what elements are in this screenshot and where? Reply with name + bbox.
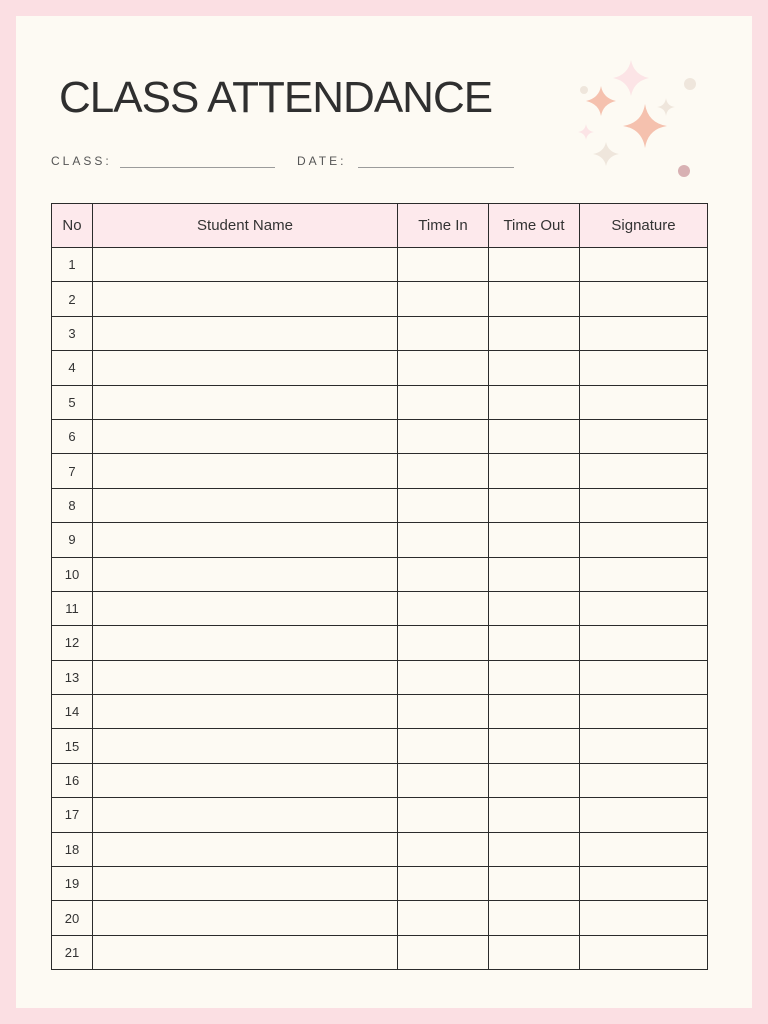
sparkles-decoration (556, 56, 706, 181)
table-row (52, 832, 708, 866)
time-in-cell[interactable] (398, 282, 489, 316)
row-number: 9 (52, 523, 93, 557)
table-row (52, 867, 708, 901)
time-out-cell[interactable] (489, 729, 580, 763)
table-row (52, 523, 708, 557)
table-row (52, 626, 708, 660)
time-in-cell[interactable] (398, 454, 489, 488)
student-name-cell[interactable] (93, 729, 398, 763)
signature-cell[interactable] (580, 282, 708, 316)
time-out-cell[interactable] (489, 798, 580, 832)
row-number: 1 (52, 248, 93, 282)
time-in-cell[interactable] (398, 729, 489, 763)
student-name-cell[interactable] (93, 901, 398, 935)
sparkle-beige-bottom-icon (593, 142, 619, 166)
signature-cell[interactable] (580, 419, 708, 453)
table-row (52, 419, 708, 453)
table-row (52, 282, 708, 316)
signature-cell[interactable] (580, 591, 708, 625)
time-in-cell[interactable] (398, 695, 489, 729)
attendance-table (51, 203, 708, 970)
header-time-in: Time In (398, 204, 489, 248)
signature-cell[interactable] (580, 557, 708, 591)
class-field-line[interactable] (120, 167, 275, 168)
time-in-cell[interactable] (398, 660, 489, 694)
row-number: 10 (52, 557, 93, 591)
time-out-cell[interactable] (489, 488, 580, 522)
signature-cell[interactable] (580, 695, 708, 729)
row-number: 19 (52, 867, 93, 901)
student-name-cell[interactable] (93, 351, 398, 385)
time-out-cell[interactable] (489, 695, 580, 729)
row-number: 13 (52, 660, 93, 694)
row-number: 12 (52, 626, 93, 660)
table-body (52, 248, 708, 970)
row-number: 4 (52, 351, 93, 385)
signature-cell[interactable] (580, 523, 708, 557)
row-number: 18 (52, 832, 93, 866)
signature-cell[interactable] (580, 729, 708, 763)
page-title: CLASS ATTENDANCE (59, 73, 493, 122)
signature-cell[interactable] (580, 626, 708, 660)
row-number: 8 (52, 488, 93, 522)
time-out-cell[interactable] (489, 867, 580, 901)
signature-cell[interactable] (580, 832, 708, 866)
student-name-cell[interactable] (93, 419, 398, 453)
time-out-cell[interactable] (489, 523, 580, 557)
table-row (52, 695, 708, 729)
student-name-cell[interactable] (93, 591, 398, 625)
signature-cell[interactable] (580, 385, 708, 419)
signature-cell[interactable] (580, 867, 708, 901)
row-number: 14 (52, 695, 93, 729)
time-in-cell[interactable] (398, 832, 489, 866)
time-in-cell[interactable] (398, 901, 489, 935)
student-name-cell[interactable] (93, 935, 398, 969)
time-out-cell[interactable] (489, 419, 580, 453)
time-in-cell[interactable] (398, 488, 489, 522)
sparkle-pink-large-icon (613, 60, 649, 96)
student-name-cell[interactable] (93, 557, 398, 591)
signature-cell[interactable] (580, 798, 708, 832)
time-out-cell[interactable] (489, 385, 580, 419)
row-number: 20 (52, 901, 93, 935)
class-label: CLASS: (51, 154, 112, 168)
time-in-cell[interactable] (398, 385, 489, 419)
student-name-cell[interactable] (93, 523, 398, 557)
table-row (52, 488, 708, 522)
table-row (52, 248, 708, 282)
table-row (52, 591, 708, 625)
student-name-cell[interactable] (93, 385, 398, 419)
table-row (52, 729, 708, 763)
table-row (52, 660, 708, 694)
time-out-cell[interactable] (489, 248, 580, 282)
time-out-cell[interactable] (489, 901, 580, 935)
time-in-cell[interactable] (398, 798, 489, 832)
attendance-sheet (16, 16, 752, 1008)
date-field-line[interactable] (358, 167, 514, 168)
student-name-cell[interactable] (93, 282, 398, 316)
student-name-cell[interactable] (93, 488, 398, 522)
student-name-cell[interactable] (93, 832, 398, 866)
time-in-cell[interactable] (398, 867, 489, 901)
table-row (52, 901, 708, 935)
time-in-cell[interactable] (398, 763, 489, 797)
time-in-cell[interactable] (398, 626, 489, 660)
time-in-cell[interactable] (398, 591, 489, 625)
time-out-cell[interactable] (489, 282, 580, 316)
dot-beige-icon (580, 86, 588, 94)
student-name-cell[interactable] (93, 248, 398, 282)
table-row (52, 935, 708, 969)
time-in-cell[interactable] (398, 935, 489, 969)
sparkle-beige-small-icon (657, 98, 675, 116)
header-time-out: Time Out (489, 204, 580, 248)
signature-cell[interactable] (580, 316, 708, 350)
table-row (52, 798, 708, 832)
table-row (52, 454, 708, 488)
row-number: 16 (52, 763, 93, 797)
sparkle-peach-large-icon (623, 104, 667, 148)
signature-cell[interactable] (580, 935, 708, 969)
signature-cell[interactable] (580, 351, 708, 385)
dot-mauve-icon (678, 165, 690, 177)
table-header-row (52, 204, 708, 248)
table-row (52, 385, 708, 419)
time-out-cell[interactable] (489, 763, 580, 797)
table-row (52, 316, 708, 350)
time-out-cell[interactable] (489, 557, 580, 591)
signature-cell[interactable] (580, 660, 708, 694)
student-name-cell[interactable] (93, 798, 398, 832)
table-row (52, 763, 708, 797)
signature-cell[interactable] (580, 763, 708, 797)
header-no: No (52, 204, 93, 248)
student-name-cell[interactable] (93, 763, 398, 797)
student-name-cell[interactable] (93, 695, 398, 729)
time-in-cell[interactable] (398, 248, 489, 282)
table-row (52, 351, 708, 385)
header-signature: Signature (580, 204, 708, 248)
row-number: 15 (52, 729, 93, 763)
row-number: 5 (52, 385, 93, 419)
row-number: 11 (52, 591, 93, 625)
time-out-cell[interactable] (489, 832, 580, 866)
student-name-cell[interactable] (93, 454, 398, 488)
student-name-cell[interactable] (93, 867, 398, 901)
table-row (52, 557, 708, 591)
row-number: 17 (52, 798, 93, 832)
row-number: 7 (52, 454, 93, 488)
time-out-cell[interactable] (489, 454, 580, 488)
signature-cell[interactable] (580, 488, 708, 522)
row-number: 21 (52, 935, 93, 969)
row-number: 6 (52, 419, 93, 453)
student-name-cell[interactable] (93, 660, 398, 694)
time-in-cell[interactable] (398, 351, 489, 385)
time-in-cell[interactable] (398, 557, 489, 591)
signature-cell[interactable] (580, 901, 708, 935)
time-in-cell[interactable] (398, 523, 489, 557)
time-out-cell[interactable] (489, 316, 580, 350)
row-number: 3 (52, 316, 93, 350)
student-name-cell[interactable] (93, 626, 398, 660)
attendance-table-wrapper (51, 203, 708, 970)
dot-beige-right-icon (684, 78, 696, 90)
signature-cell[interactable] (580, 248, 708, 282)
header-student-name: Student Name (93, 204, 398, 248)
time-in-cell[interactable] (398, 419, 489, 453)
time-in-cell[interactable] (398, 316, 489, 350)
student-name-cell[interactable] (93, 316, 398, 350)
sparkle-pink-small-icon (578, 124, 594, 140)
date-label: DATE: (297, 154, 347, 168)
sparkle-peach-small-icon (586, 86, 616, 116)
time-out-cell[interactable] (489, 935, 580, 969)
signature-cell[interactable] (580, 454, 708, 488)
time-out-cell[interactable] (489, 626, 580, 660)
time-out-cell[interactable] (489, 591, 580, 625)
time-out-cell[interactable] (489, 660, 580, 694)
row-number: 2 (52, 282, 93, 316)
time-out-cell[interactable] (489, 351, 580, 385)
